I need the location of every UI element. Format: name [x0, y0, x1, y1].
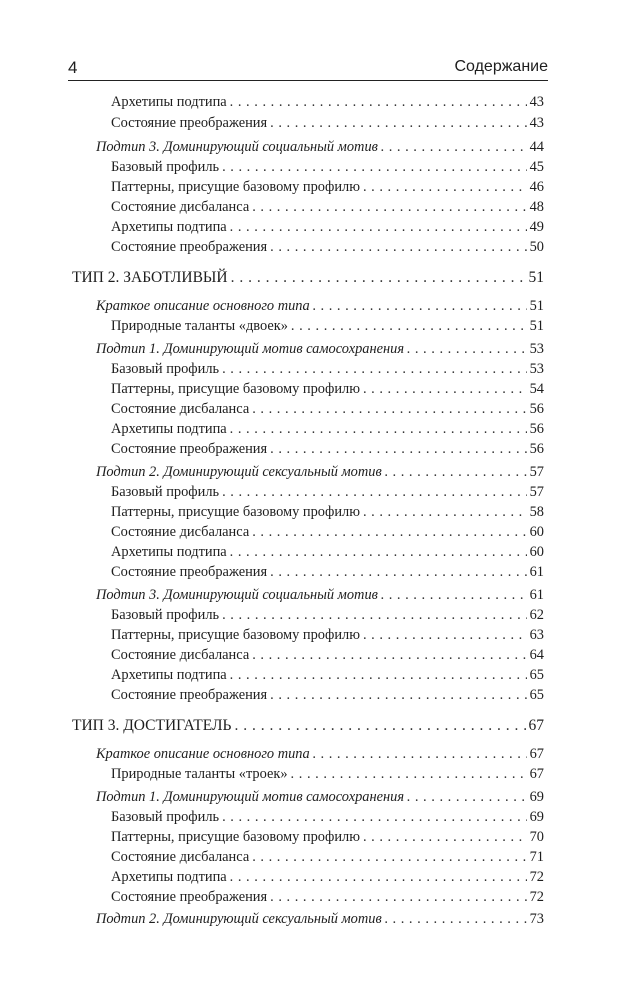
toc-section — [96, 744, 544, 764]
toc-section — [96, 909, 544, 929]
toc-subsection — [111, 867, 544, 887]
toc-page-number: 64 — [529, 647, 544, 663]
toc-subsection — [111, 764, 544, 784]
toc-section — [96, 462, 544, 482]
toc-subsection — [111, 217, 544, 237]
toc-page-number: 60 — [529, 544, 544, 560]
toc-subsection — [111, 847, 544, 867]
dot-leader — [231, 268, 526, 288]
toc-page-number: 67 — [529, 766, 544, 782]
toc-page-number: 73 — [529, 911, 544, 927]
toc-page-number: 61 — [529, 564, 544, 580]
toc-entry-title: Краткое описание основного типа — [96, 746, 310, 762]
toc-subsection — [111, 522, 544, 542]
dot-leader — [230, 867, 527, 887]
toc-page-number: 43 — [529, 94, 544, 110]
toc-section — [96, 339, 544, 359]
toc-page-number: 63 — [529, 627, 544, 643]
dot-leader — [270, 237, 526, 257]
dot-leader — [291, 764, 527, 784]
dot-leader — [385, 909, 527, 929]
toc-entry-title: Состояние дисбаланса — [111, 199, 250, 215]
dot-leader — [363, 625, 527, 645]
toc-subsection — [111, 197, 544, 217]
dot-leader — [222, 359, 527, 379]
dot-leader — [313, 296, 527, 316]
toc-page-number: 50 — [529, 239, 544, 255]
toc-subsection — [111, 113, 544, 133]
dot-leader — [381, 585, 527, 605]
toc-entry-title: Подтип 2. Доминирующий сексуальный мотив — [96, 911, 382, 927]
toc-page-number: 46 — [529, 179, 544, 195]
toc-subsection — [111, 685, 544, 705]
dot-leader — [363, 177, 527, 197]
toc-subsection — [111, 359, 544, 379]
dot-leader — [234, 716, 525, 736]
toc-entry-title: ТИП 3. ДОСТИГАТЕЛЬ — [72, 717, 232, 734]
toc-entry-title: Состояние преображения — [111, 889, 268, 905]
dot-leader — [252, 522, 526, 542]
toc-entry-title: Паттерны, присущие базовому профилю — [111, 504, 360, 520]
toc-entry-title: ТИП 2. ЗАБОТЛИВЫЙ — [72, 269, 228, 286]
dot-leader — [381, 137, 527, 157]
toc-page-number: 60 — [529, 524, 544, 540]
toc-entry-title: Подтип 3. Доминирующий социальный мотив — [96, 139, 378, 155]
toc-page-number: 56 — [529, 441, 544, 457]
dot-leader — [291, 316, 527, 336]
toc-entry-title: Состояние дисбаланса — [111, 849, 250, 865]
toc-page-number: 65 — [529, 687, 544, 703]
toc-subsection — [111, 887, 544, 907]
toc-entry-title: Подтип 2. Доминирующий сексуальный мотив — [96, 464, 382, 480]
toc-entry-title: Базовый профиль — [111, 159, 220, 175]
toc-entry-title: Базовый профиль — [111, 607, 220, 623]
toc-entry-title: Паттерны, присущие базовому профилю — [111, 627, 360, 643]
dot-leader — [270, 113, 526, 133]
toc-page-number: 45 — [529, 159, 544, 175]
toc-subsection — [111, 157, 544, 177]
toc-subsection — [111, 625, 544, 645]
toc-entry-title: Подтип 1. Доминирующий мотив самосохранения — [96, 341, 405, 357]
toc-page-number: 69 — [529, 809, 544, 825]
toc-entry-title: Базовый профиль — [111, 361, 220, 377]
toc-entry-title: Подтип 1. Доминирующий мотив самосохранения — [96, 789, 405, 805]
toc-page-number: 71 — [529, 849, 544, 865]
toc-subsection — [111, 177, 544, 197]
dot-leader — [313, 744, 527, 764]
toc-subsection — [111, 605, 544, 625]
toc-page-number: 72 — [529, 889, 544, 905]
toc-entry-title: Паттерны, присущие базовому профилю — [111, 829, 360, 845]
page-number: 4 — [68, 58, 78, 77]
toc-page-number: 51 — [528, 269, 544, 286]
toc-entry-title: Состояние преображения — [111, 441, 268, 457]
toc-page-number: 70 — [529, 829, 544, 845]
dot-leader — [230, 419, 527, 439]
toc-page-number: 53 — [529, 341, 544, 357]
running-title: Содержание — [454, 58, 548, 75]
toc-page-number: 53 — [529, 361, 544, 377]
toc-subsection — [111, 562, 544, 582]
toc-section — [96, 787, 544, 807]
toc-page-number: 56 — [529, 401, 544, 417]
dot-leader — [385, 462, 527, 482]
toc-page-number: 43 — [529, 115, 544, 131]
toc-page-number: 57 — [529, 484, 544, 500]
toc-entry-title: Состояние дисбаланса — [111, 524, 250, 540]
toc-entry-title: Состояние преображения — [111, 564, 268, 580]
toc-entry-title: Базовый профиль — [111, 484, 220, 500]
toc-chapter — [72, 268, 544, 288]
toc-page-number: 69 — [529, 789, 544, 805]
dot-leader — [270, 685, 526, 705]
toc-page-number: 48 — [529, 199, 544, 215]
toc-subsection — [111, 419, 544, 439]
toc-entry-title: Архетипы подтипа — [111, 94, 227, 110]
toc-page-number: 67 — [529, 746, 544, 762]
toc-section — [96, 296, 544, 316]
toc-entry-title: Базовый профиль — [111, 809, 220, 825]
dot-leader — [270, 439, 526, 459]
toc-subsection — [111, 827, 544, 847]
toc-entry-title: Архетипы подтипа — [111, 667, 227, 683]
dot-leader — [270, 562, 526, 582]
toc-page-number: 62 — [529, 607, 544, 623]
toc-subsection — [111, 502, 544, 522]
dot-leader — [222, 482, 527, 502]
toc-entry-title: Паттерны, присущие базовому профилю — [111, 381, 360, 397]
dot-leader — [222, 605, 527, 625]
toc-subsection — [111, 807, 544, 827]
dot-leader — [407, 787, 527, 807]
toc-entry-title: Архетипы подтипа — [111, 421, 227, 437]
dot-leader — [222, 157, 527, 177]
toc-entry-title: Паттерны, присущие базовому профилю — [111, 179, 360, 195]
toc-page-number: 58 — [529, 504, 544, 520]
toc-subsection — [111, 439, 544, 459]
dot-leader — [230, 217, 527, 237]
toc-entry-title: Состояние дисбаланса — [111, 401, 250, 417]
toc-entry-title: Архетипы подтипа — [111, 219, 227, 235]
toc-page-number: 65 — [529, 667, 544, 683]
toc-entry-title: Архетипы подтипа — [111, 869, 227, 885]
toc-entry-title: Состояние преображения — [111, 687, 268, 703]
toc-page-number: 57 — [529, 464, 544, 480]
toc-subsection — [111, 92, 544, 112]
toc-subsection — [111, 379, 544, 399]
toc-subsection — [111, 665, 544, 685]
toc-page-number: 51 — [529, 298, 544, 314]
dot-leader — [252, 847, 526, 867]
toc-entry-title: Краткое описание основного типа — [96, 298, 310, 314]
toc-page-number: 61 — [529, 587, 544, 603]
dot-leader — [407, 339, 527, 359]
toc-subsection — [111, 645, 544, 665]
dot-leader — [230, 542, 527, 562]
toc-entry-title: Природные таланты «троек» — [111, 766, 288, 782]
toc-chapter — [72, 716, 544, 736]
toc-subsection — [111, 542, 544, 562]
dot-leader — [222, 807, 527, 827]
toc-entry-title: Подтип 3. Доминирующий социальный мотив — [96, 587, 378, 603]
toc-entry-title: Состояние дисбаланса — [111, 647, 250, 663]
toc-subsection — [111, 399, 544, 419]
dot-leader — [252, 197, 526, 217]
dot-leader — [230, 92, 527, 112]
toc-subsection — [111, 482, 544, 502]
toc-section — [96, 585, 544, 605]
dot-leader — [363, 379, 527, 399]
toc-entry-title: Архетипы подтипа — [111, 544, 227, 560]
toc-page-number: 44 — [529, 139, 544, 155]
toc-page-number: 51 — [529, 318, 544, 334]
toc-subsection — [111, 316, 544, 336]
toc-subsection — [111, 237, 544, 257]
toc-entry-title: Состояние преображения — [111, 239, 268, 255]
dot-leader — [252, 645, 526, 665]
toc-entry-title: Состояние преображения — [111, 115, 268, 131]
dot-leader — [363, 502, 527, 522]
toc-page-number: 56 — [529, 421, 544, 437]
toc-page-number: 49 — [529, 219, 544, 235]
toc-page-number: 67 — [528, 717, 544, 734]
dot-leader — [252, 399, 526, 419]
dot-leader — [230, 665, 527, 685]
dot-leader — [270, 887, 526, 907]
toc-section — [96, 137, 544, 157]
toc-page-number: 54 — [529, 381, 544, 397]
dot-leader — [363, 827, 527, 847]
toc-page-number: 72 — [529, 869, 544, 885]
toc-entry-title: Природные таланты «двоек» — [111, 318, 288, 334]
